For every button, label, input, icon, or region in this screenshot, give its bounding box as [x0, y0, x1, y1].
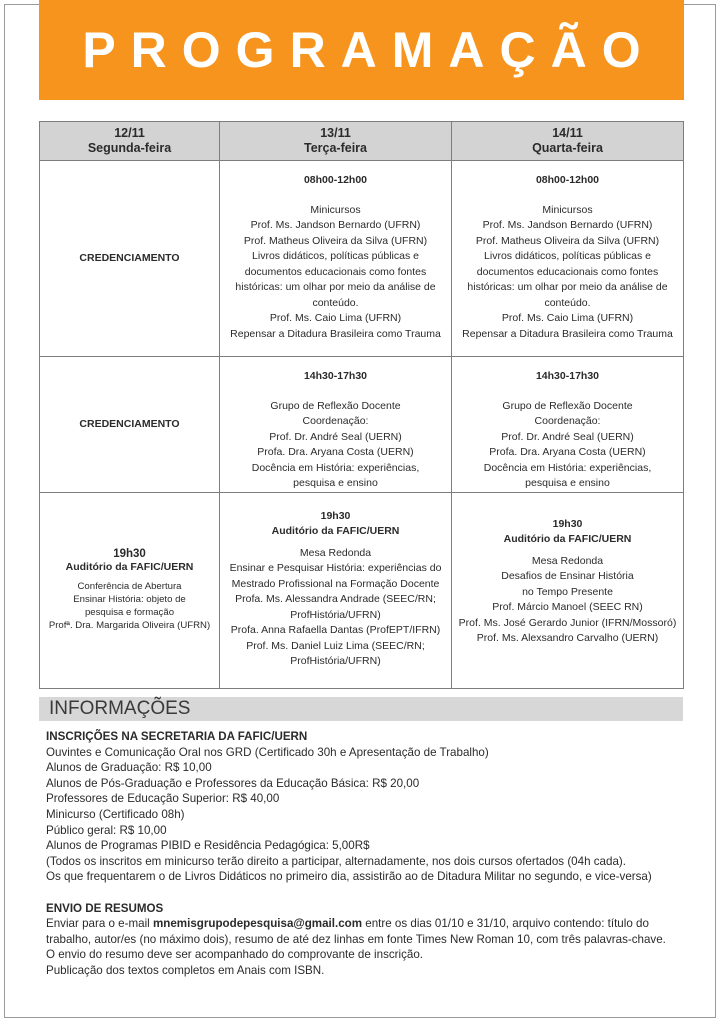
session-line: Ensinar e Pesquisar História: experiências do [229, 562, 442, 574]
schedule-row-morning [40, 161, 684, 357]
inscricoes-line: Alunos de Graduação: R$ 10,00 [46, 761, 212, 775]
session-line: Livros didáticos, políticas públicas e [484, 250, 651, 262]
session-line: Profa. Anna Rafaella Dantas (ProfEPT/IFRN) [230, 624, 441, 636]
session-time: 14h30-17h30 [303, 370, 368, 382]
inscricoes-line: Minicurso (Certificado 08h) [46, 807, 185, 821]
session-line: Repensar a Ditadura Brasileira como Trauma [230, 327, 441, 340]
inscricoes-line: Professores de Educação Superior: R$ 40,00 [46, 792, 280, 806]
session-line: Coordenação: [302, 415, 369, 427]
envio-prefix: Enviar para o e-mail [46, 917, 153, 931]
session-line: documentos educacionais como fontes [476, 265, 659, 278]
header-day: Terça-feira [304, 141, 367, 155]
session-line: históricas: um olhar por meio da análise de [467, 281, 668, 293]
inscricoes-line: Ouvintes e Comunicação Oral nos GRD (Certificado 30h e Apresentação de Trabalho) [46, 745, 489, 759]
header-day: Segunda-feira [87, 141, 172, 155]
envio-line: trabalho, autor/es (no máximo dois), resumo de até dez linhas em fonte Times New Roman 10, com três palavras-chave. [46, 932, 666, 946]
session-line: Profª. Dra. Margarida Oliveira (UFRN) [48, 620, 211, 631]
envio-suffix: entre os dias 01/10 e 31/10, arquivo contendo: título do [362, 917, 649, 931]
schedule-table [39, 121, 684, 689]
session-line: Mestrado Profissional na Formação Docente [231, 577, 440, 590]
envio-line-email [46, 916, 682, 932]
cell-tuesday-evening [220, 492, 452, 688]
session-line: Grupo de Reflexão Docente [270, 399, 401, 412]
session-line: Prof. Ms. Jandson Bernardo (UFRN) [250, 219, 421, 231]
session-line: Prof. Ms. Alexsandro Carvalho (UERN) [476, 632, 659, 644]
header-tuesday [220, 122, 452, 161]
session-line: Mesa Redonda [299, 546, 372, 559]
session-line: no Tempo Presente [522, 585, 613, 598]
credenciamento-label: CREDENCIAMENTO [79, 251, 180, 264]
cell-monday-evening [40, 492, 220, 688]
session-line: Prof. Ms. Jandson Bernardo (UFRN) [482, 219, 653, 231]
envio-heading: ENVIO DE RESUMOS [46, 901, 164, 915]
session-line: Ensinar História: objeto de [73, 594, 186, 605]
header-day: Quarta-feira [532, 141, 603, 155]
header-monday [40, 122, 220, 161]
session-line: Profa. Dra. Aryana Costa (UERN) [489, 446, 646, 458]
info-section-title: INFORMAÇÕES [49, 698, 191, 719]
session-line: pesquisa e formação [84, 607, 175, 618]
session-time: 08h00-12h00 [303, 174, 368, 186]
session-line: Prof. Ms. José Gerardo Junior (IFRN/Mossoró) [458, 616, 677, 629]
inscricoes-line: Público geral: R$ 10,00 [46, 823, 167, 837]
session-line: pesquisa e ensino [525, 477, 610, 489]
inscricoes-line: (Todos os inscritos em minicurso terão direito a participar, alternadamente, nos dois cursos ofertados (04h cada). [46, 854, 626, 868]
session-line: ProfHistória/UFRN) [290, 655, 381, 667]
session-time: 19h30 [113, 548, 146, 560]
inscricoes-line: Os que frequentarem o de Livros Didáticos no primeiro dia, assistirão ao de Ditadura Militar no segundo, e vice-versa) [46, 870, 652, 884]
session-line: Grupo de Reflexão Docente [502, 399, 633, 412]
title-banner [39, 0, 684, 100]
session-time: 19h30 [320, 509, 351, 522]
page-title: PROGRAMAÇÃO [82, 22, 656, 78]
session-line: Minicursos [542, 203, 593, 216]
session-line: Prof. Dr. André Seal (UERN) [501, 430, 634, 443]
header-date: 12/11 [114, 126, 145, 140]
session-line: Prof. Márcio Manoel (SEEC RN) [492, 601, 643, 613]
session-line: Repensar a Ditadura Brasileira como Trauma [462, 327, 673, 340]
session-line: Mesa Redonda [531, 554, 604, 567]
session-line: Prof. Matheus Oliveira da Silva (UFRN) [243, 234, 428, 247]
info-section-bar [39, 697, 683, 721]
session-line: Prof. Ms. Caio Lima (UFRN) [269, 312, 402, 324]
session-line: Desafios de Ensinar História [501, 570, 634, 582]
session-time: 08h00-12h00 [535, 174, 600, 186]
schedule-row-afternoon [40, 357, 684, 493]
header-date: 14/11 [552, 126, 583, 140]
session-line: conteúdo. [544, 296, 591, 309]
session-line: documentos educacionais como fontes [244, 265, 427, 278]
credenciamento-label: CREDENCIAMENTO [79, 417, 180, 430]
schedule-header-row [40, 122, 684, 161]
cell-tuesday-afternoon [220, 357, 452, 493]
session-place: Auditório da FAFIC/UERN [65, 561, 194, 573]
session-time: 19h30 [552, 517, 583, 530]
session-line: Livros didáticos, políticas públicas e [252, 250, 419, 262]
session-place: Auditório da FAFIC/UERN [271, 525, 400, 537]
info-section [46, 729, 682, 979]
session-line: Prof. Ms. Caio Lima (UFRN) [501, 312, 634, 324]
cell-monday-afternoon [40, 357, 220, 493]
session-line: Prof. Matheus Oliveira da Silva (UFRN) [475, 234, 660, 247]
session-line: Conferência de Abertura [77, 581, 182, 592]
session-line: Profa. Dra. Aryana Costa (UERN) [257, 446, 414, 458]
session-line: históricas: um olhar por meio da análise de [235, 281, 436, 293]
session-time: 14h30-17h30 [535, 370, 600, 382]
session-line: Docência em História: experiências, [483, 461, 652, 474]
session-line: Coordenação: [534, 415, 601, 427]
inscricoes-line: Alunos de Programas PIBID e Residência Pedagógica: 5,00R$ [46, 839, 370, 853]
session-line: pesquisa e ensino [293, 477, 378, 489]
inscricoes-heading: INSCRIÇÕES NA SECRETARIA DA FAFIC/UERN [46, 730, 308, 743]
cell-monday-morning [40, 161, 220, 357]
session-line: Profa. Ms. Alessandra Andrade (SEEC/RN; [235, 593, 436, 605]
cell-wednesday-evening [452, 492, 684, 688]
envio-line: Publicação dos textos completos em Anais com ISBN. [46, 963, 325, 977]
session-line: ProfHistória/UFRN) [290, 608, 381, 621]
cell-wednesday-afternoon [452, 357, 684, 493]
schedule-row-evening [40, 492, 684, 688]
session-line: Docência em História: experiências, [251, 461, 420, 474]
session-line: Prof. Dr. André Seal (UERN) [269, 430, 402, 443]
session-line: conteúdo. [312, 296, 359, 309]
contact-email-link[interactable]: mnemisgrupodepesquisa@gmail.com [152, 917, 363, 931]
envio-line: O envio do resumo deve ser acompanhado do comprovante de inscrição. [46, 948, 424, 962]
session-line: Prof. Ms. Daniel Luiz Lima (SEEC/RN; [246, 639, 425, 652]
session-place: Auditório da FAFIC/UERN [503, 533, 632, 545]
header-date: 13/11 [320, 126, 351, 140]
session-line: Minicursos [310, 203, 361, 216]
cell-tuesday-morning [220, 161, 452, 357]
inscricoes-line: Alunos de Pós-Graduação e Professores da Educação Básica: R$ 20,00 [46, 776, 420, 790]
header-wednesday [452, 122, 684, 161]
cell-wednesday-morning [452, 161, 684, 357]
